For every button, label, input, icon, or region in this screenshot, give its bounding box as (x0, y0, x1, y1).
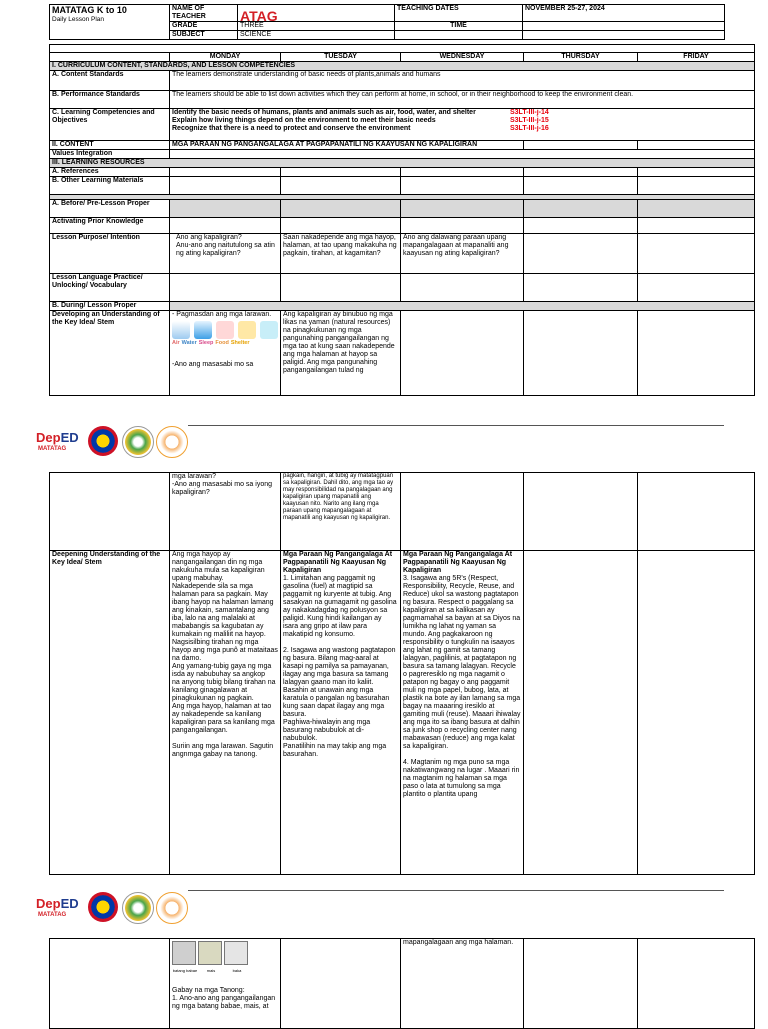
performance-label: B. Performance Standards (50, 91, 170, 109)
bagong-pilipinas-seal (88, 426, 118, 456)
teaching-dates-label: TEACHING DATES (395, 5, 523, 22)
competency-3: Recognize that there is a need to protect and conserve the environment (172, 125, 411, 132)
day-monday: MONDAY (170, 53, 281, 62)
time-value (523, 22, 725, 31)
guide-questions: Gabay na mga Tanong: 1. Ano-ano ang pangangailangan ng mga batang babae, mais, at (172, 987, 276, 1010)
purpose-monday: Ano ang kapaligiran? Anu-ano ang naitutulong sa atin ng ating kapaligiran? (170, 234, 281, 274)
deepening-monday: Ang mga hayop ay nangangailangan din ng mga nakukuha mula sa kapaligiran upang mabuhay. Nakadepende sila sa mga halaman para sa pagkain. May ibang hayop na halaman lamang ang kinakain, samantalang ang iba, lalo na ang malalaki at mababangis sa kagubatan ay kumakain ng maliliit na hayop. Nagsisilbing tirahan ng mga hayop ang mga punô at mataitaas na damo. Ang yamang-tubig gaya ng mga isda ay nabubuhay sa angkop na anyong tubig bilang tirahan na kanilang ginagalawan at pinagkukunan ng pagkain. Ang mga hayop, halaman at tao ay nakadepende sa kanilang kapaligiran para sa kanilang mga pangangailangan. Suriin ang mga larawan. Sagutin angnmga gabay na tanong. (170, 551, 281, 875)
content-standards: The learners demonstrate understanding of basic needs of plants,animals and humans (170, 71, 755, 91)
resources-section: III. LEARNING RESOURCES (50, 159, 755, 168)
curriculum-section: I. CURRICULUM CONTENT, STANDARDS, AND LESSON COMPETENCIES (50, 62, 755, 71)
developing-monday-cont: mga larawan? -Ano ang masasabi mo sa iyong kapaligiran? (170, 473, 281, 551)
shelter-icon (260, 321, 278, 339)
matatag-small-logo: MATATAG (38, 446, 67, 452)
deepening-tuesday: Mga Paraan Ng Pangangalaga At Pagpapanatili Ng Kaayusan Ng Kapaligiran 1. Limitahan ang paggamit ng gasolina (fuel) at magtipid sa paggamit ng kuryente at tubig. Ang sasakyan na gumagamit ng gasolina ay nakakadagdag ng polusyon sa paligid. Kung hindi kailangan ay isara ang gripo at ilaw para makatipid ng konsumo. 2. Isagawa ang wastong pagtatapon ng basura. Bilang mag-aaral at kasapi ng pamilya sa pamayanan, ilagay ang mga basura sa tamang lalagyan gaano man ito kaliit. Basahin at unawain ang mga karatula o pangalan ng basurahan kung saan dapat ilagay ang mga basura. Paghiwa-hiwalayin ang mga basurang nabubulok at di-nabubulok. Panatilihin na may takip ang mga basurahan. (281, 551, 401, 875)
competency-2: Explain how living things depend on the environment to meet their basic needs (172, 117, 436, 124)
teacher-label: NAME OF TEACHER (170, 5, 238, 22)
other-materials-label: B. Other Learning Materials (50, 177, 170, 195)
deepening-wednesday: Mga Paraan Ng Pangangalaga At Pagpapanatili Ng Kaayusan Ng Kapaligiran 3. Isagawa ang 5R's (Respect, Responsibility, Recycle, Reuse, and Reduce) ukol sa wastong pagtatapon ng basura. Respect o paggalang sa kapaligiran at sa kalikasan ay pagmamahal sa bayan at sa Diyos na lumikha ng lahat ng yaman sa mundo. Ang pagkakaroon ng responsibility o tungkulin na isaayos ang lahat ng gamit sa tamang lalagyan, paglilinis, at pagtatapon ng basura sa tamang lalagyan. Recycle o pagreresiklo ng mga nagamit o patapon ng bagay o ang paggamit muli ng mga papel, bubog, lata, at plastik na bote ay ilan lamang sa mga bagay na maaaring iresiklo at gamiting muli (reuse). Maaari ihiwalay ang mga ito sa ibang basura at dalhin sa junk shop o recycling center nang mabawasan (reduce) ang mga kalat sa kapaligiran. 4. Magtanim ng mga puno sa mga nakatiwangwang na lugar . Maaari rin na magtanim ng halaman sa mga paso o lata at tumulong sa mga plantito o plantita upang (401, 551, 524, 875)
sleep-icon (216, 321, 234, 339)
competency-code-1: S3LT-III-j-14 (510, 109, 549, 116)
subject-value: SCIENCE (238, 31, 395, 40)
developing-tuesday-cont: pagkain, hangin, at tubig ay matatagpuan sa kapaligiran. Dahil dito, ang mga tao ay may responsibilidad na pangalagaan ang kapaligiran upang mapanatili ang kaayusan nito. Narito ang ilang mga paraan upang mapangalagaan at mapanatili ang kaayusan ng kapaligiran. (281, 473, 401, 551)
day-thursday: THURSDAY (524, 53, 638, 62)
language-label: Lesson Language Practice/ Unlocking/ Vocabulary (50, 274, 170, 302)
doc-subtitle: Daily Lesson Plan (52, 16, 105, 23)
division-seal-icon (156, 426, 188, 458)
header-table (49, 4, 725, 40)
basic-needs-labels: Air Water Sleep Food Shelter (172, 340, 250, 346)
region-seal-icon (122, 426, 154, 458)
content-standards-label: A. Content Standards (50, 71, 170, 91)
water-icon (194, 321, 212, 339)
region-seal-icon (122, 892, 154, 924)
time-label: TIME (395, 22, 523, 31)
performance-standards: The learners should be able to list down activities which they can perform at home, in school, or in their neighborhood to keep the environment clean. (170, 91, 755, 109)
developing-tuesday: Ang kapaligiran ay binubuo ng mga likas na yaman (natural resources) na pinagkukunan ng mga pangunahing pangangailangan ng mga tao at kung saan nakadepende ang mga halaman at hayop sa paligid. Ang mga pangunahing pangangailangan tulad ng (281, 311, 401, 396)
purpose-wednesday: Ano ang dalawang paraan upang mapangalagaan at mapanaliti ang kaayusan ng ating kapaligiran? (401, 234, 524, 274)
values-label: Values Integration (50, 150, 170, 159)
content-label: II. CONTENT (50, 141, 170, 150)
bagong-pilipinas-seal (88, 892, 118, 922)
before-label: A. Before/ Pre-Lesson Proper (50, 200, 170, 218)
developing-monday: - Pagmasdan ang mga larawan. Air Water Sleep Food Shelter -Ano ang masasabi mo sa (170, 311, 281, 396)
competencies (170, 109, 755, 141)
division-seal-icon (156, 892, 188, 924)
cow-image (224, 941, 248, 965)
competency-1: Identify the basic needs of humans, plants and animals such as air, food, water, and shelter (172, 109, 476, 116)
competency-code-2: S3LT-III-j-15 (510, 117, 549, 124)
footer-logos (36, 424, 196, 460)
deped-logo: DepED (36, 430, 79, 445)
subject-label: SUBJECT (170, 31, 238, 40)
matatag-logo: ATAG (240, 8, 278, 22)
corn-image (198, 941, 222, 965)
deped-logo: DepED (36, 896, 79, 911)
footer-logos (36, 890, 196, 926)
purpose-label: Lesson Purpose/ Intention (50, 234, 170, 274)
purpose-tuesday: Saan nakadepende ang mga hayop, halaman, at tao upang makakuha ng pagkain, tirahan, at kagamitan? (281, 234, 401, 274)
during-label: B. During/ Lesson Proper (50, 302, 170, 311)
food-icon (238, 321, 256, 339)
footer-divider (188, 890, 724, 891)
girl-image (172, 941, 196, 965)
basic-needs-icons (172, 321, 278, 339)
activating-label: Activating Prior Knowledge (50, 218, 170, 234)
teacher-value (238, 5, 395, 22)
guide-images: batang babae mais baka (172, 941, 278, 973)
deepening-label: Deepening Understanding of the Key Idea/ Stem (50, 551, 170, 875)
lesson-table-page3 (49, 938, 755, 1029)
matatag-small-logo: MATATAG (38, 912, 67, 918)
footer-divider (188, 425, 724, 426)
day-tuesday: TUESDAY (281, 53, 401, 62)
day-wednesday: WEDNESDAY (401, 53, 524, 62)
air-icon (172, 321, 190, 339)
teaching-dates-value: NOVEMBER 25-27, 2024 (523, 5, 725, 22)
lesson-table-page2 (49, 472, 755, 875)
page3-monday (170, 939, 281, 1029)
page3-wednesday: mapangalagaan ang mga halaman. (401, 939, 524, 1029)
grade-label: GRADE (170, 22, 238, 31)
competency-code-3: S3LT-III-j-16 (510, 125, 549, 132)
competencies-label: C. Learning Competencies and Objectives (50, 109, 170, 141)
day-friday: FRIDAY (638, 53, 755, 62)
grade-value: THREE (238, 22, 395, 31)
references-label: A. References (50, 168, 170, 177)
content-value: MGA PARAAN NG PANGANGALAGA AT PAGPAPANATILI NG KAAYUSAN NG KAPALIGIRAN (170, 141, 524, 150)
developing-label: Developing an Understanding of the Key Idea/ Stem (50, 311, 170, 396)
lesson-table-page1 (49, 44, 755, 396)
doc-title: MATATAG K to 10 (52, 5, 127, 15)
